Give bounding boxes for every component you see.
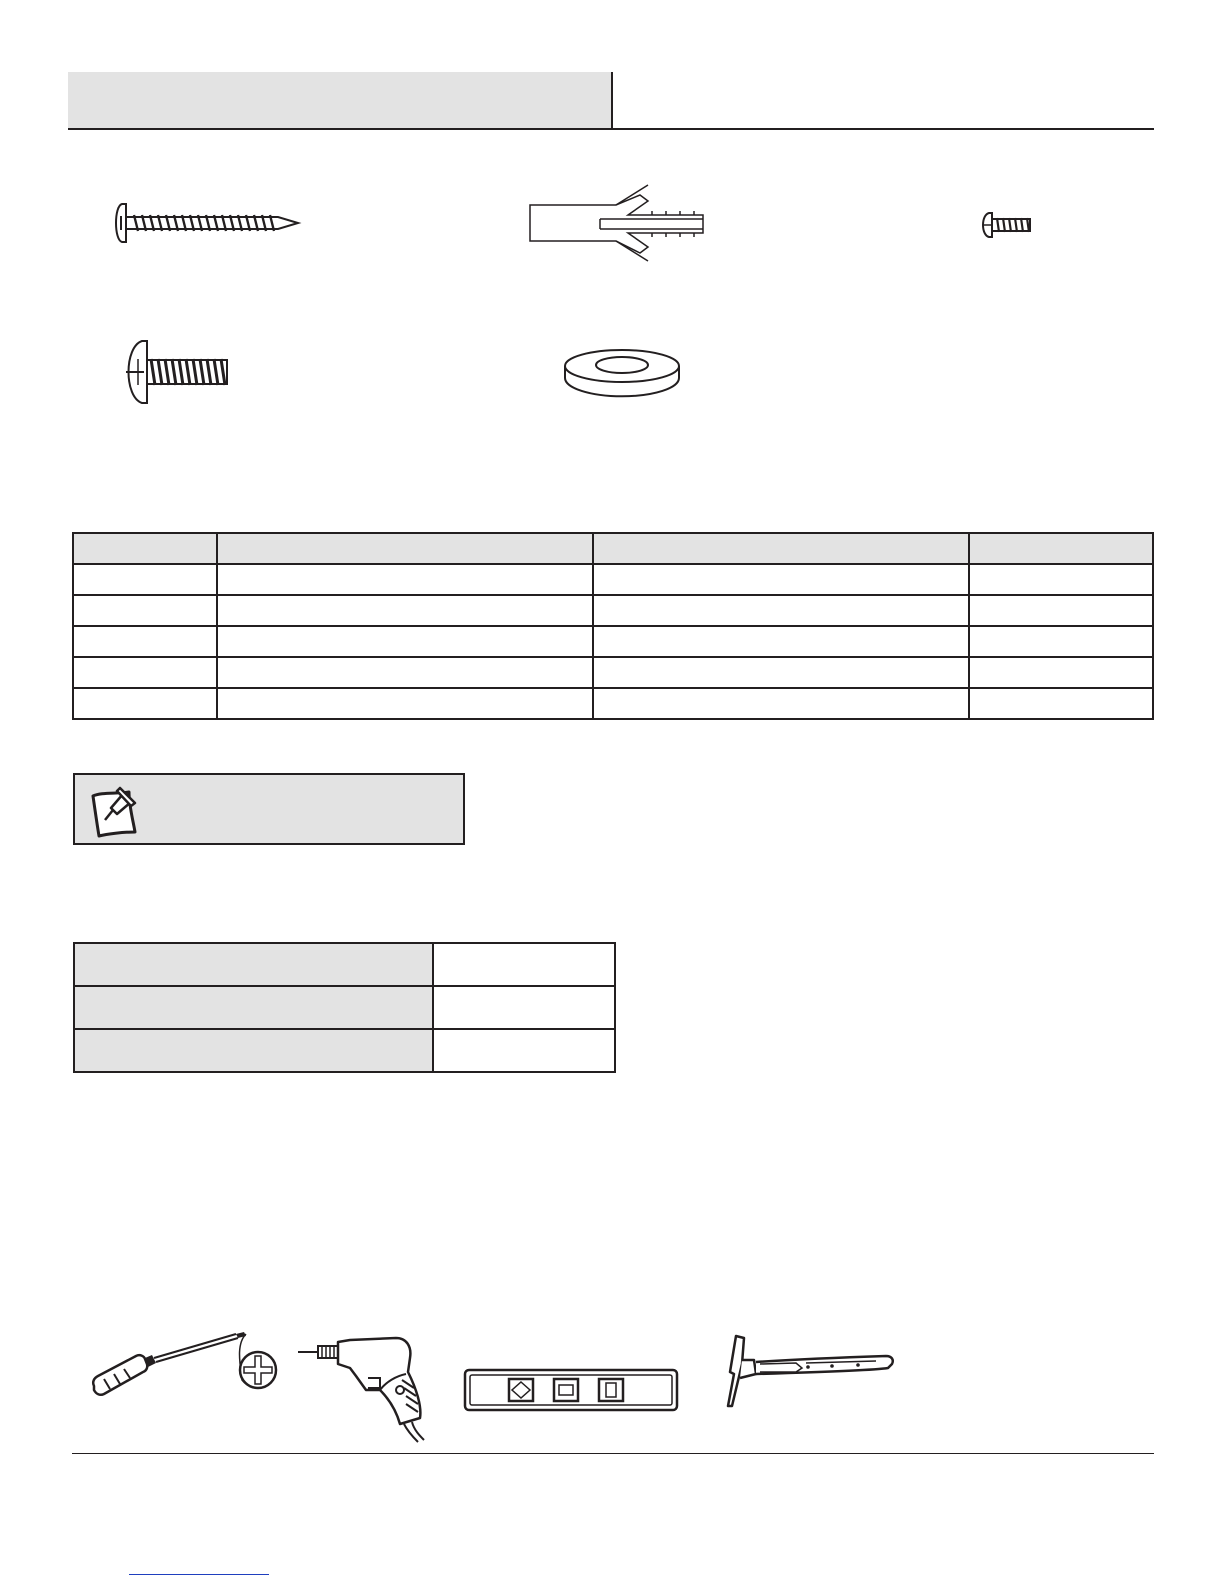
- small-machine-screw-icon: [981, 210, 1033, 240]
- table-row: [73, 595, 1153, 626]
- table-cell: [969, 626, 1153, 657]
- hammer-icon: [726, 1334, 896, 1410]
- parts-col-header: [217, 533, 593, 564]
- parts-table: [72, 532, 1154, 720]
- phillips-screwdriver-icon: [90, 1328, 285, 1408]
- parts-col-header: [73, 533, 217, 564]
- wood-screw-icon: [112, 196, 302, 250]
- table-cell: [217, 688, 593, 719]
- washer-icon: [562, 348, 682, 398]
- pinned-note-icon: [87, 780, 145, 838]
- spec-value: [433, 1029, 615, 1072]
- spec-label: [74, 1029, 433, 1072]
- table-cell: [73, 626, 217, 657]
- table-cell: [73, 595, 217, 626]
- table-cell: [217, 595, 593, 626]
- parts-col-header: [593, 533, 969, 564]
- section-header-box: [68, 72, 613, 129]
- table-cell: [593, 657, 969, 688]
- note-box: [73, 773, 465, 845]
- machine-screw-icon: [122, 339, 230, 405]
- table-row: [73, 626, 1153, 657]
- spec-label: [74, 943, 433, 986]
- table-cell: [73, 688, 217, 719]
- wall-anchor-icon: [528, 183, 713, 263]
- spec-value: [433, 943, 615, 986]
- level-icon: [463, 1368, 679, 1412]
- power-drill-icon: [296, 1336, 434, 1444]
- table-row: [74, 943, 615, 986]
- table-cell: [217, 564, 593, 595]
- table-cell: [593, 626, 969, 657]
- header-rule: [68, 128, 1154, 130]
- table-cell: [73, 564, 217, 595]
- parts-table-header-row: [73, 533, 1153, 564]
- table-cell: [969, 564, 1153, 595]
- table-cell: [217, 626, 593, 657]
- table-row: [74, 986, 615, 1029]
- spec-label: [74, 986, 433, 1029]
- table-cell: [73, 657, 217, 688]
- table-row: [73, 688, 1153, 719]
- spec-table: [73, 942, 616, 1073]
- table-cell: [969, 657, 1153, 688]
- footer-rule: [72, 1453, 1154, 1454]
- parts-col-header: [969, 533, 1153, 564]
- table-row: [73, 564, 1153, 595]
- table-row: [74, 1029, 615, 1072]
- table-row: [73, 657, 1153, 688]
- spec-value: [433, 986, 615, 1029]
- footer-link-underline[interactable]: [129, 1574, 269, 1575]
- table-cell: [969, 688, 1153, 719]
- table-cell: [217, 657, 593, 688]
- table-cell: [593, 688, 969, 719]
- table-cell: [593, 595, 969, 626]
- table-cell: [593, 564, 969, 595]
- table-cell: [969, 595, 1153, 626]
